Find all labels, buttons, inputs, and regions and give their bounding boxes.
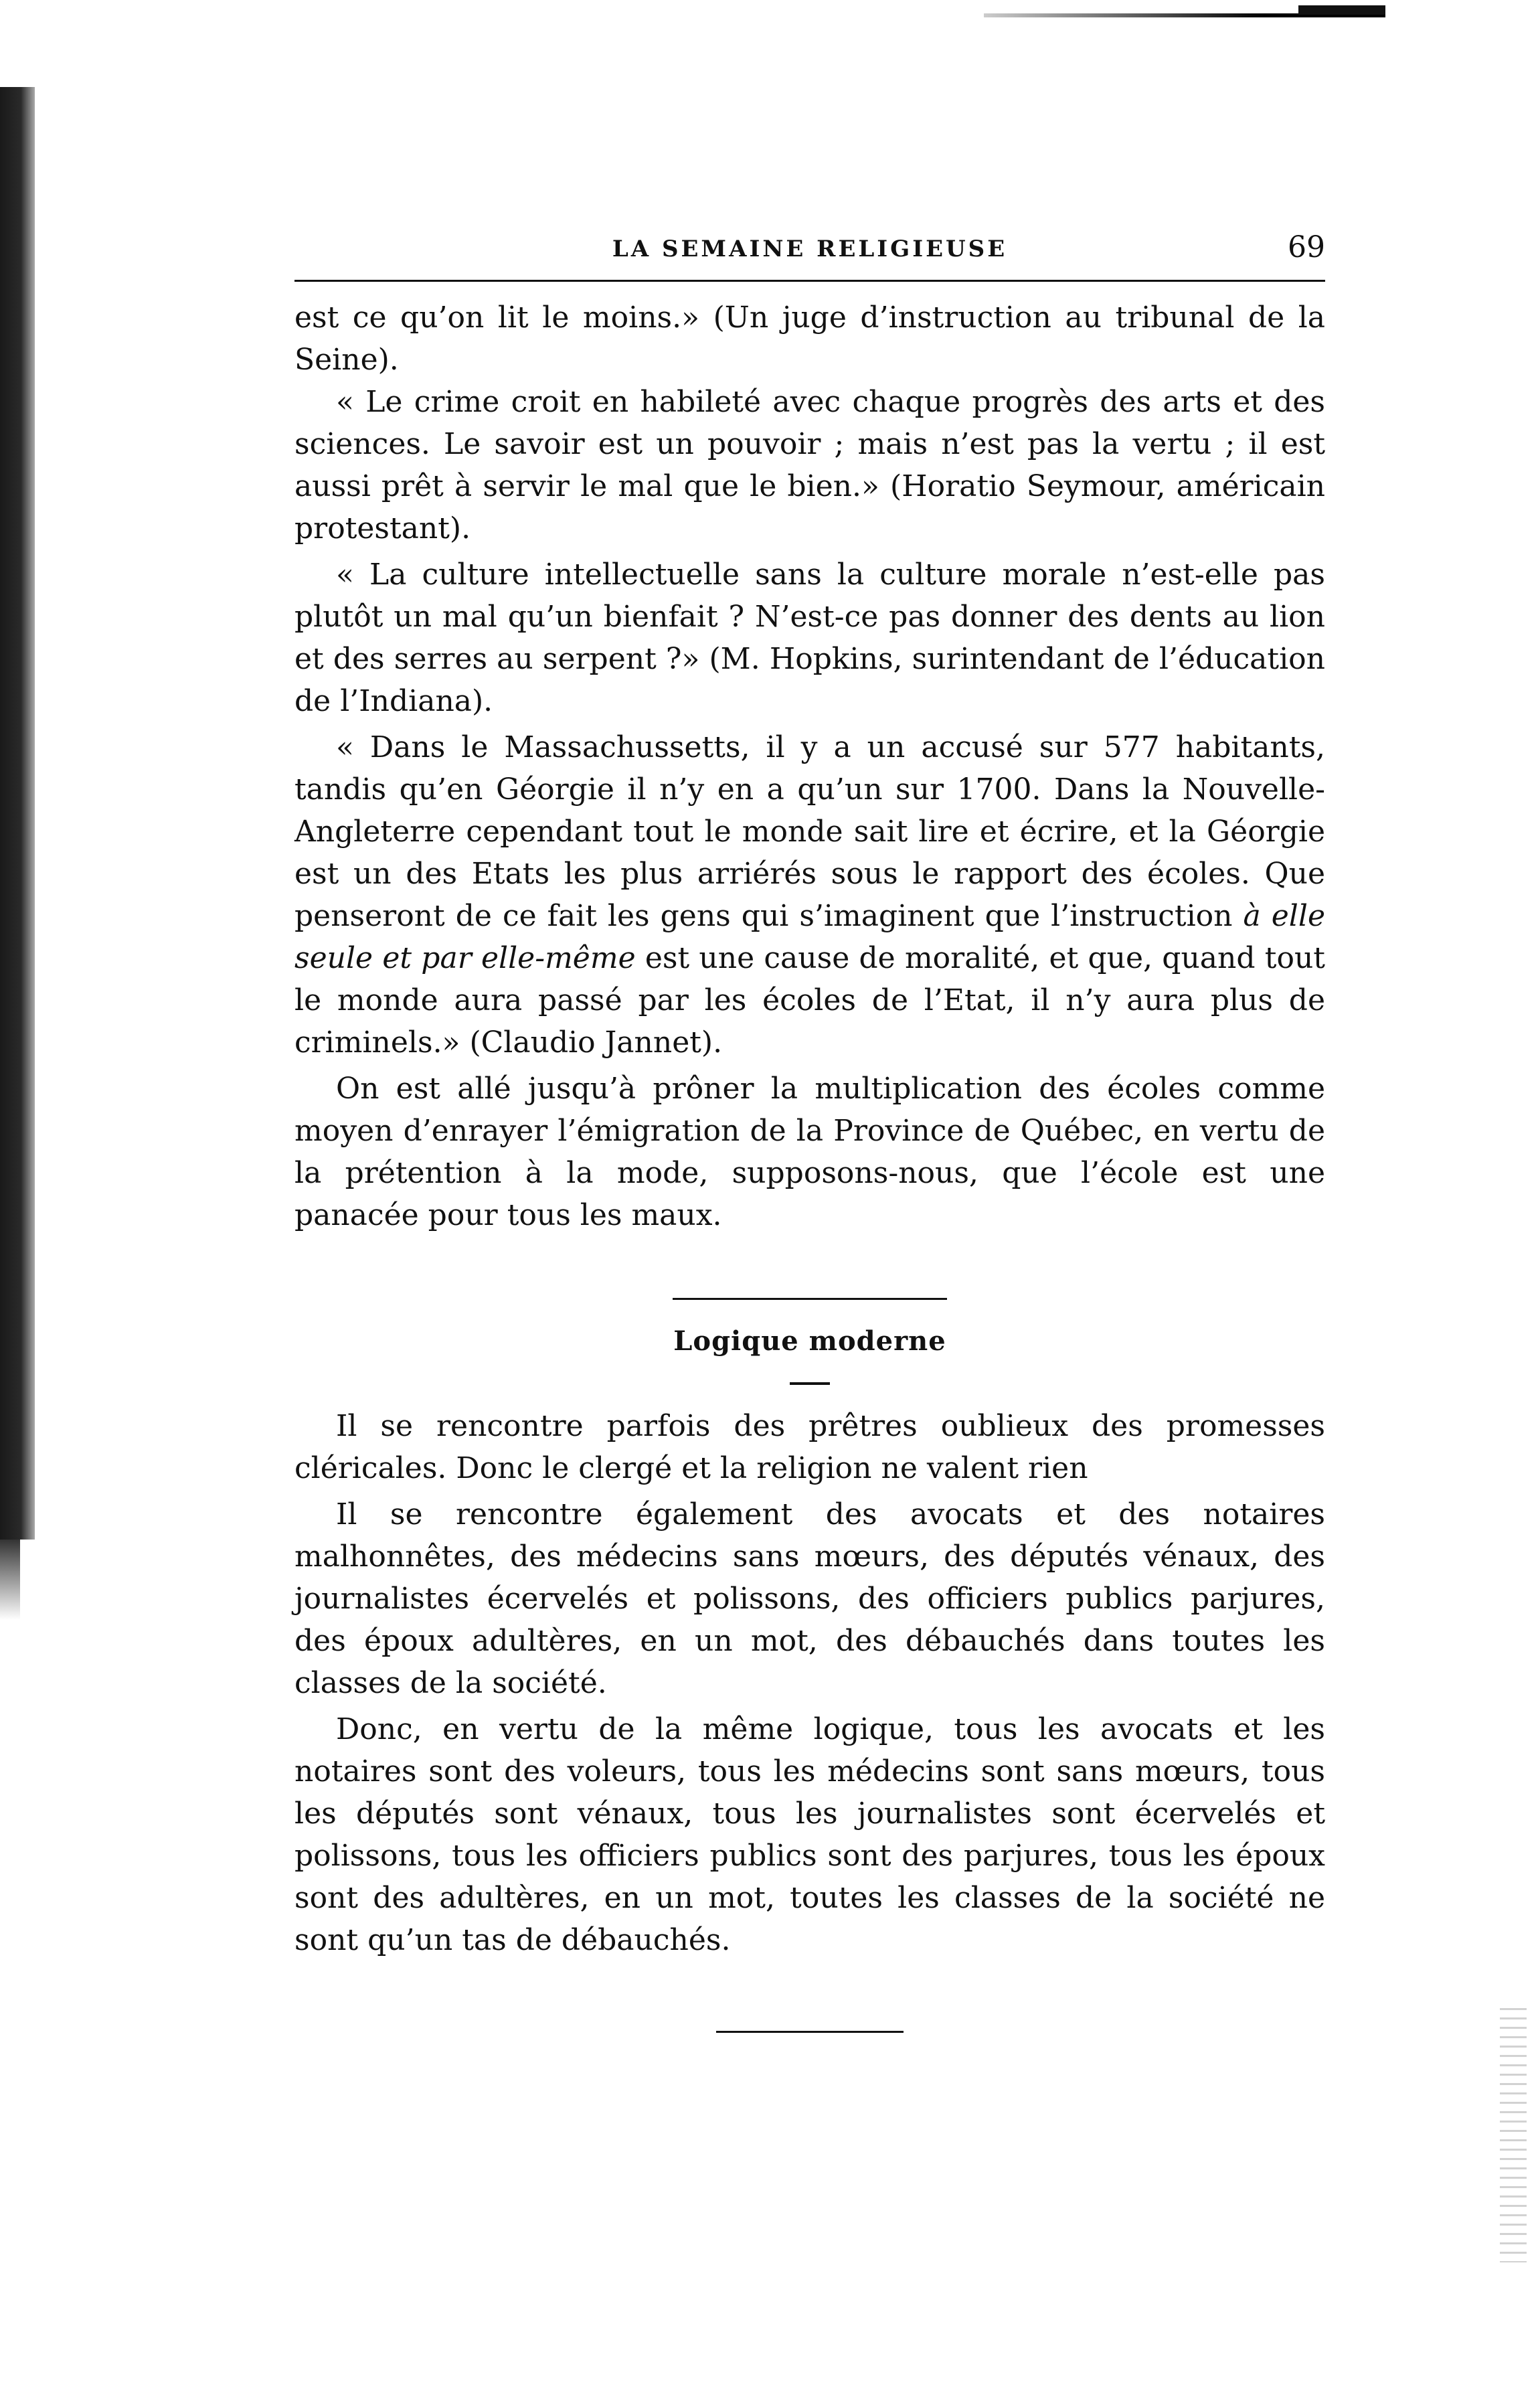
header-rule [294, 280, 1325, 282]
scan-edge-fade [0, 1540, 20, 1620]
running-title: LA SEMAINE RELIGIEUSE [612, 236, 1008, 262]
paragraph [294, 726, 1325, 1064]
page-number: 69 [1288, 230, 1325, 264]
paragraph: « La culture intellectuelle sans la culture morale n’est-elle pas plutôt un mal qu’un bienfait ? N’est-ce pas donner des dents au lion et des serres au serpent ?» (M. Hopkins, surintendant de l’éducation de l’Indiana). [294, 558, 1325, 718]
end-rule [716, 2031, 904, 2033]
article-body [294, 297, 1325, 1236]
paragraph: On est allé jusqu’à prôner la multiplication des écoles comme moyen d’enrayer l’émigration de la Province de Québec, en vertu de la prétention à la mode, supposons-nous, que l’école est une panacée pour tous les maux. [294, 1072, 1325, 1232]
paragraph-text: est une cause de moralité, et que, quand tout le monde aura passé par les écoles de l’Etat, il n’y aura plus de criminels.» (Claudio Jannet). [294, 941, 1325, 1060]
running-head [294, 221, 1325, 274]
section-separator [673, 1298, 947, 1300]
section-body [294, 1405, 1325, 1961]
paragraph: Il se rencontre également des avocats et des notaires malhonnêtes, des médecins sans mœurs, des députés vénaux, des journalistes écervelés et polissons, des officiers publics parjures, des époux adultères, en un mot, des débauchés dans toutes les classes de la société. [294, 1497, 1325, 1700]
scan-speckle [1500, 2008, 1527, 2262]
paragraph: est ce qu’on lit le moins.» (Un juge d’instruction au tribunal de la Seine). [294, 301, 1325, 377]
paragraph: Il se rencontre parfois des prêtres oublieux des promesses cléricales. Donc le clergé et la religion ne valent rien [294, 1409, 1325, 1485]
title-dash [790, 1382, 830, 1385]
page [294, 221, 1325, 2033]
paragraph: « Le crime croit en habileté avec chaque progrès des arts et des sciences. Le savoir est un pouvoir ; mais n’est pas la vertu ; il est aussi prêt à servir le mal que le bien.» (Horatio Seymour, américain protestant). [294, 385, 1325, 546]
scan-edge-shadow [0, 87, 35, 1540]
top-scan-mark [1298, 5, 1385, 15]
italic-phrase: à elle seule et par elle-même [294, 899, 1325, 975]
paragraph: Donc, en vertu de la même logique, tous les avocats et les notaires sont des voleurs, tous les médecins sont sans mœurs, tous les députés sont vénaux, tous les journalistes sont écervelés et polissons, tous les officiers publics sont des parjures, tous les époux sont des adultères, en un mot, toutes les classes de la société ne sont qu’un tas de débauchés. [294, 1712, 1325, 1957]
section-title: Logique moderne [673, 1325, 946, 1357]
paragraph-text: « Dans le Massachussetts, il y a un accusé sur 577 habitants, tandis qu’en Géorgie il n’y en a qu’un sur 1700. Dans la Nouvelle-Angleterre cependant tout le monde sait lire et écrire, et la Géorgie est un des Etats les plus arriérés sous le rapport des écoles. Que penseront de ce fait les gens qui s’imaginent que l’instruction [294, 730, 1325, 933]
